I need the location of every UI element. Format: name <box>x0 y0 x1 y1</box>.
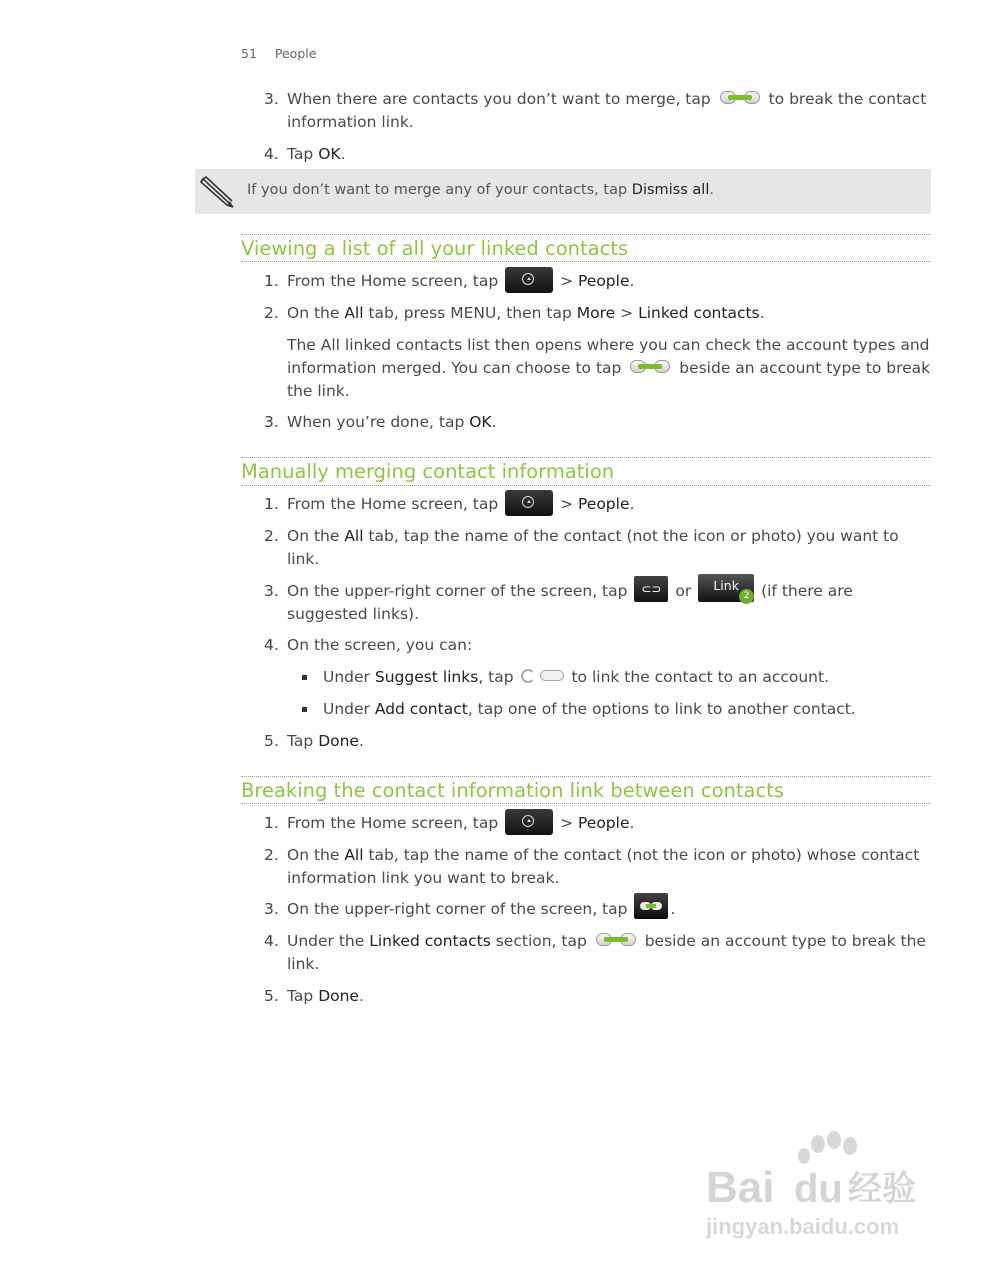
step-number: 4. <box>264 145 279 163</box>
step-text: When there are contacts you don’t want to merge, tap to break the contact information link. <box>287 90 927 131</box>
baidu-paw-logo <box>700 1130 940 1250</box>
page-number: 51 <box>241 46 257 61</box>
linked-contacts-icon <box>634 893 668 919</box>
divider <box>241 485 931 486</box>
unlink-chain-icon <box>630 360 670 374</box>
divider <box>241 803 931 804</box>
link-suggestions-icon: Link 2 <box>698 574 754 602</box>
pencil-icon <box>199 175 237 209</box>
page-header <box>241 46 316 61</box>
divider <box>241 261 931 262</box>
watermark-url: jingyan.baidu.com <box>706 1214 900 1239</box>
paragraph: The All linked contacts list then opens where you can check the account types and information merged. You can choose to tap beside an account type to break the link. <box>287 336 931 400</box>
step-number: 3. <box>264 90 279 108</box>
note-text: If you don’t want to merge any of your contacts, tap Dismiss all. <box>247 182 714 198</box>
section-heading: Manually merging contact information <box>241 460 615 483</box>
link-icon: ⊂⊃ <box>634 576 668 602</box>
note-box <box>195 169 931 214</box>
bullet-marker <box>302 675 307 680</box>
home-button-icon <box>505 267 553 293</box>
home-button-icon <box>505 490 553 516</box>
section-heading: Breaking the contact information link between contacts <box>241 779 785 802</box>
section-name: People <box>274 46 317 61</box>
section-heading: Viewing a list of all your linked contacts <box>241 237 629 260</box>
watermark-brand-a: Bai <box>706 1163 775 1212</box>
watermark-brand-b: du <box>794 1167 843 1211</box>
suggest-link-icon <box>521 668 565 684</box>
home-button-icon <box>505 809 553 835</box>
unlink-chain-icon <box>720 91 760 105</box>
baidu-watermark <box>700 1130 940 1250</box>
bullet-marker <box>302 707 307 712</box>
divider <box>241 457 931 458</box>
divider <box>241 776 931 777</box>
divider <box>241 234 931 235</box>
step-text: Tap OK. <box>287 145 346 163</box>
unlink-chain-icon <box>596 933 636 947</box>
watermark-cn: 经验 <box>848 1169 916 1209</box>
